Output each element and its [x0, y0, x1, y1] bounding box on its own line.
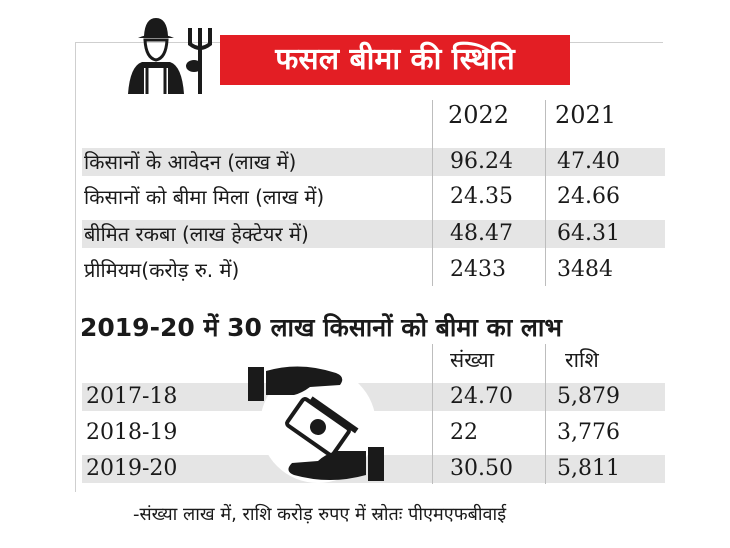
value-2022: 2433: [450, 257, 506, 282]
row-label: किसानों को बीमा मिला (लाख में): [84, 185, 325, 209]
value-2021: 24.66: [557, 184, 620, 209]
amount-value: 5,879: [557, 384, 620, 409]
value-2022: 24.35: [450, 184, 513, 209]
column-divider: [432, 100, 433, 286]
column-header-2021: 2021: [555, 101, 617, 129]
year-label: 2018-19: [86, 420, 178, 445]
farmer-icon: [118, 10, 218, 94]
column-divider: [545, 100, 546, 286]
money-exchange-icon: [240, 355, 390, 490]
value-2021: 3484: [557, 257, 613, 282]
value-2022: 96.24: [450, 149, 513, 174]
count-value: 30.50: [450, 456, 513, 481]
table-row: [82, 148, 665, 176]
source-footnote: -संख्या लाख में, राशि करोड़ रुपए में स्रोतः पीएमएफबीवाई: [133, 504, 507, 525]
amount-value: 3,776: [557, 420, 620, 445]
year-label: 2019-20: [86, 456, 178, 481]
count-value: 24.70: [450, 384, 513, 409]
page-title: फसल बीमा की स्थिति: [220, 35, 570, 85]
column-divider: [432, 344, 433, 484]
amount-value: 5,811: [557, 456, 620, 481]
row-label: बीमित रकबा (लाख हेक्टेयर में): [84, 222, 309, 246]
table-row: [82, 256, 665, 284]
column-divider: [545, 344, 546, 484]
column-header-2022: 2022: [448, 101, 510, 129]
row-label: किसानों के आवेदन (लाख में): [84, 150, 297, 174]
value-2021: 47.40: [557, 149, 620, 174]
frame-left-line: [75, 42, 76, 492]
value-2021: 64.31: [557, 221, 620, 246]
column-header-amount: राशि: [565, 348, 599, 372]
year-label: 2017-18: [86, 384, 178, 409]
table-row: [82, 183, 665, 211]
column-header-count: संख्या: [450, 348, 495, 372]
table-row: [82, 220, 665, 248]
count-value: 22: [450, 420, 478, 445]
row-label: प्रीमियम(करोड़ रु. में): [84, 258, 240, 282]
value-2022: 48.47: [450, 221, 513, 246]
section-heading: 2019-20 में 30 लाख किसानों को बीमा का लाभ: [80, 313, 562, 342]
